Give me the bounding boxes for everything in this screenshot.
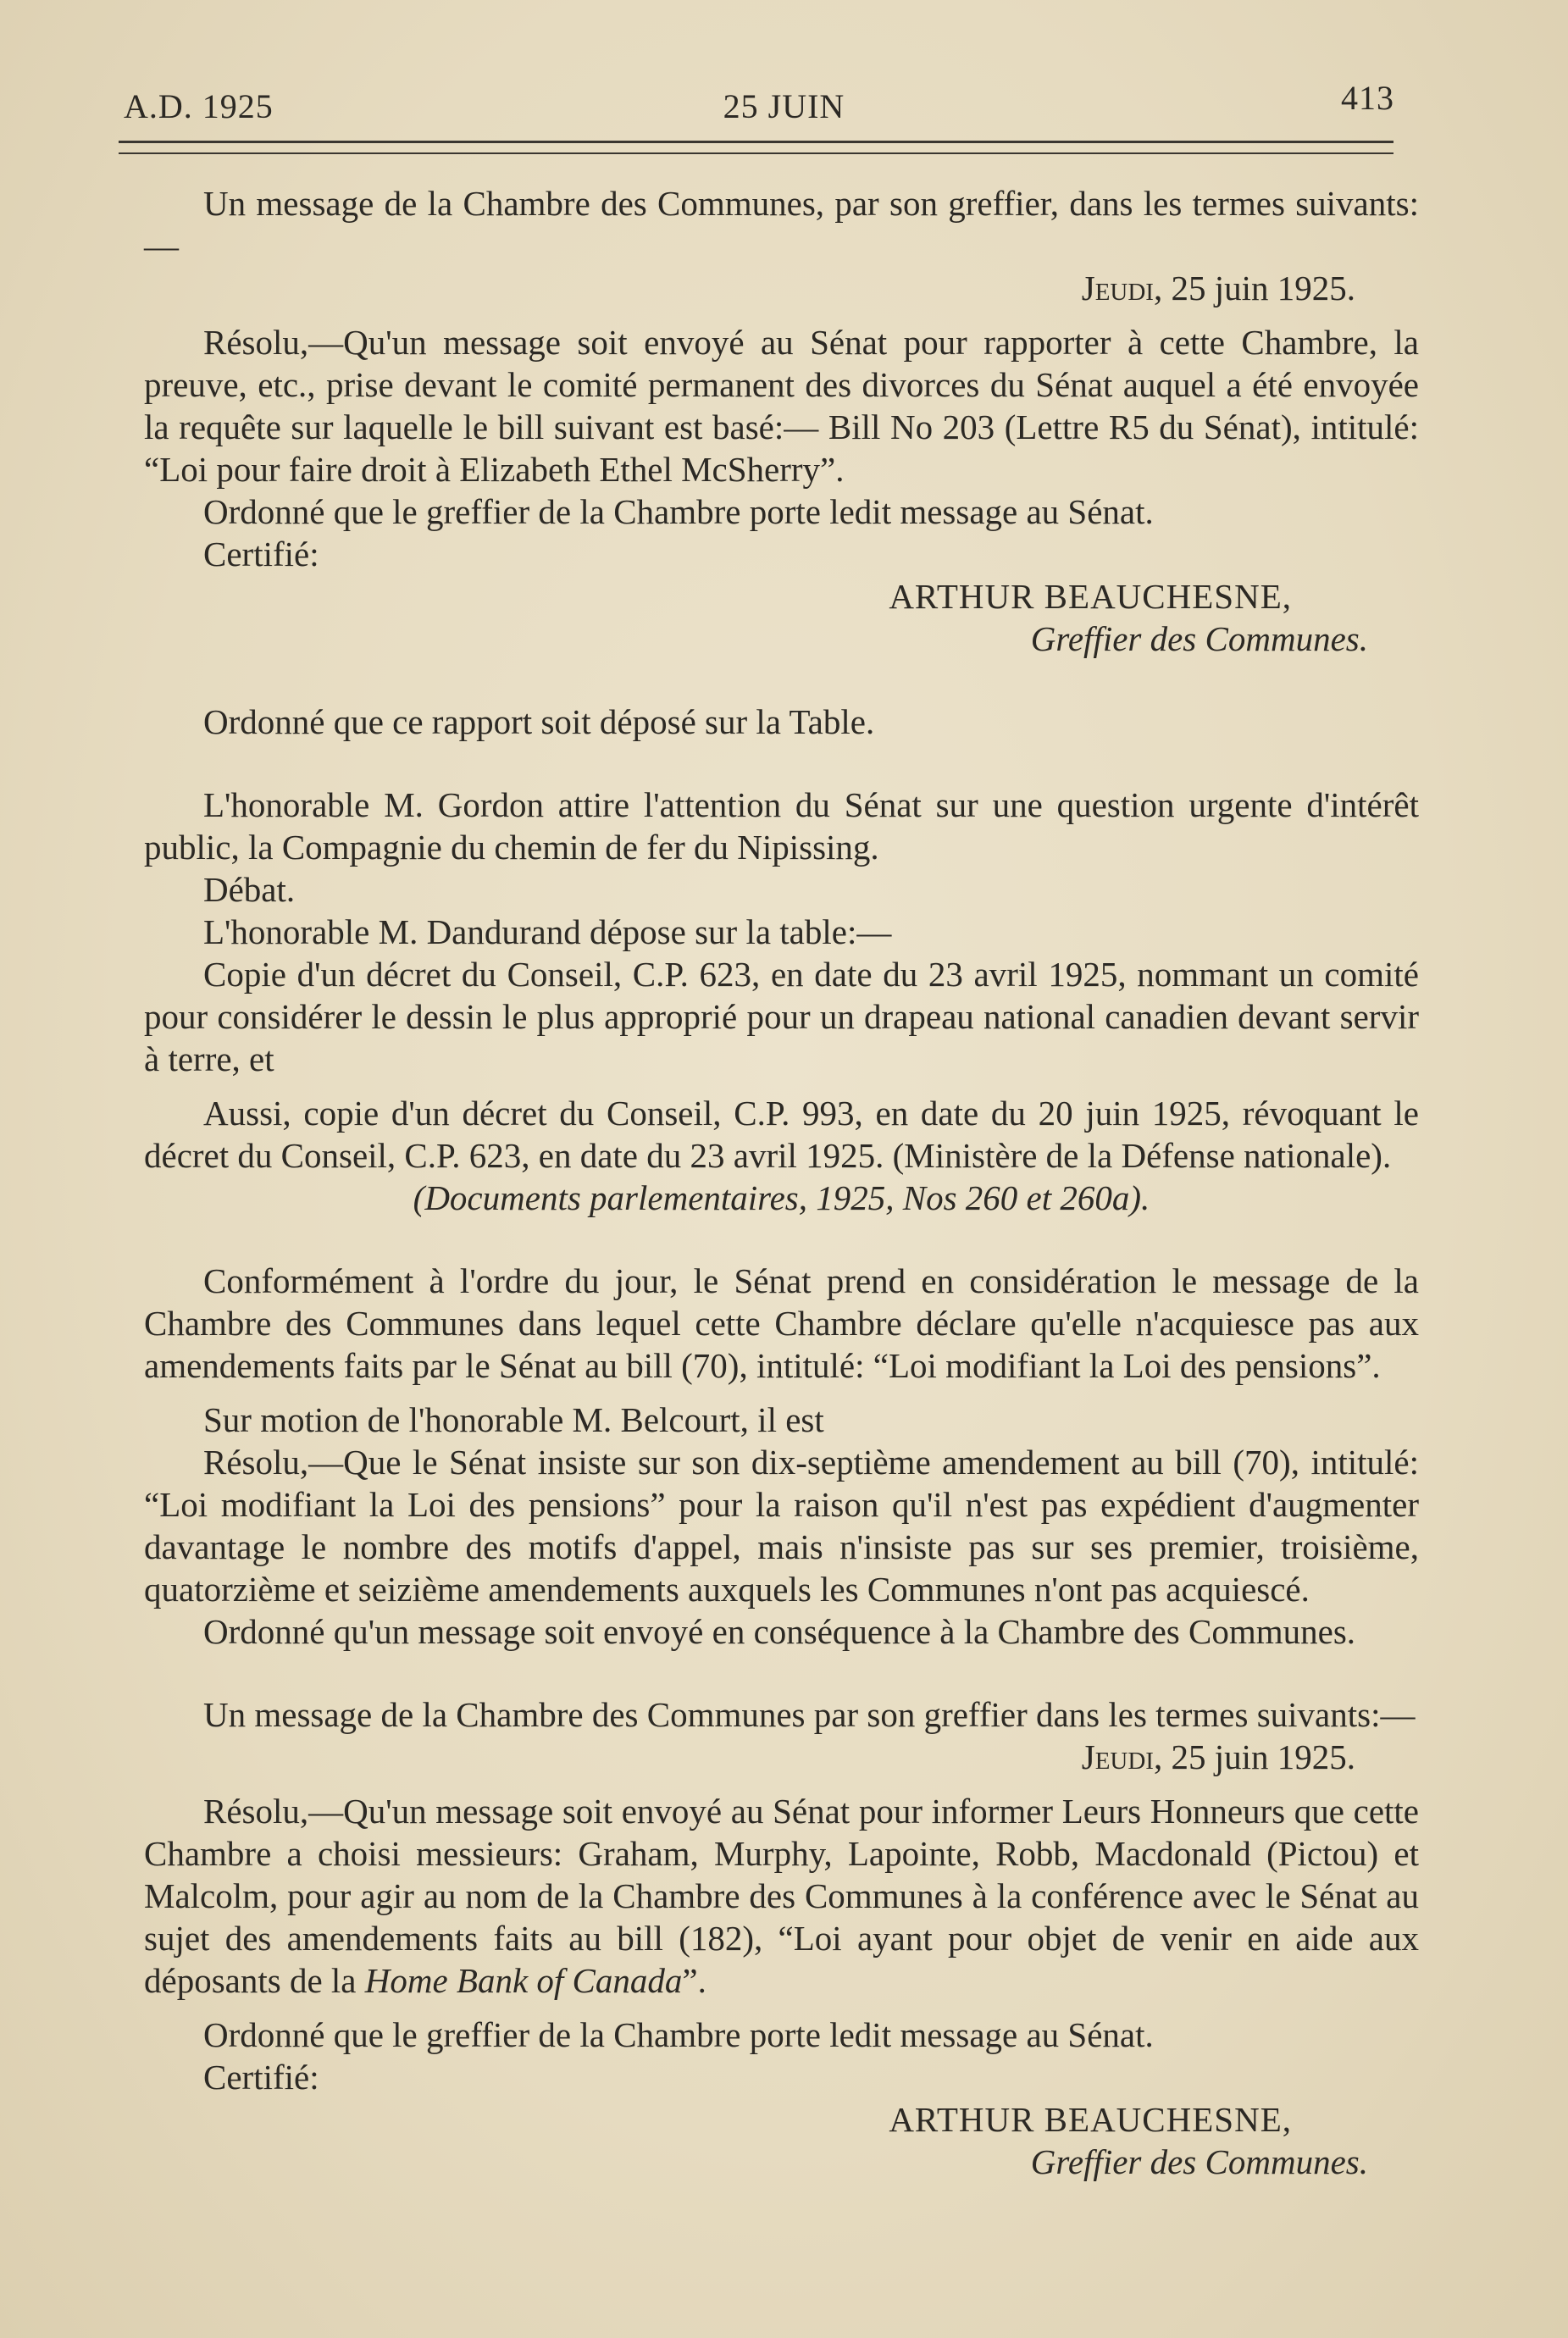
header-rule-thin bbox=[119, 152, 1393, 154]
message-intro: Un message de la Chambre des Communes, par son greffier, dans les termes suivants:— bbox=[144, 184, 1419, 265]
certified-label-2: Certifié: bbox=[203, 2058, 319, 2097]
resolution-paragraph-3 bbox=[144, 1790, 1419, 2002]
order-paragraph-2: Ordonné qu'un message soit envoyé en conséquence à la Chambre des Communes. bbox=[203, 1612, 1356, 1651]
gordon-paragraph: L'honorable M. Gordon attire l'attention du Sénat sur une question urgente d'intérêt public, la Compagnie du chemin de fer du Nipissing. bbox=[144, 785, 1419, 867]
message-date-2 bbox=[144, 1736, 1419, 1778]
message-date bbox=[144, 267, 1419, 309]
resolution-paragraph: Résolu,—Qu'un message soit envoyé au Sénat pour rapporter à cette Chambre, la preuve, etc., prise devant le comité permanent des divorces du Sénat auquel a été envoyée la requête sur laquelle le bill suivant est basé:— Bill No 203 (Lettre R5 du Sénat), intitulé: “Loi pour faire droit à Elizabeth Ethel McSherry”. bbox=[144, 323, 1419, 489]
page-body bbox=[144, 182, 1419, 2183]
also-paragraph: Aussi, copie d'un décret du Conseil, C.P. 993, en date du 20 juin 1925, révoquant le décret du Conseil, C.P. 623, en date du 23 avril 1925. (Ministère de la Défense nationale). bbox=[144, 1094, 1419, 1175]
date-day-2: Jeudi bbox=[1081, 1737, 1154, 1776]
bank-name: Home Bank of Canada bbox=[364, 1961, 683, 2000]
motion-paragraph: Sur motion de l'honorable M. Belcourt, il est bbox=[203, 1400, 824, 1439]
date-day: Jeudi bbox=[1081, 269, 1154, 307]
message-intro-2: Un message de la Chambre des Communes par son greffier dans les termes suivants:— bbox=[203, 1695, 1416, 1734]
signature-title: Greffier des Communes. bbox=[1030, 619, 1368, 658]
date-rest-2: , 25 juin 1925. bbox=[1153, 1737, 1355, 1776]
debate-label: Débat. bbox=[203, 870, 296, 909]
signature-title-2: Greffier des Communes. bbox=[1030, 2142, 1368, 2181]
conformement-paragraph: Conformément à l'ordre du jour, le Sénat prend en considération le message de la Chambre des Communes dans lequel cette Chambre déclare qu'elle n'acquiesce pas aux amendements faits par le Sénat au bill (70), intitulé: “Loi modifiant la Loi des pensions”. bbox=[144, 1261, 1419, 1385]
signature-name: ARTHUR BEAUCHESNE, bbox=[889, 577, 1292, 616]
header-date: 25 JUIN bbox=[723, 87, 845, 125]
resolution-text: Résolu,—Qu'un message soit envoyé au Sénat pour informer Leurs Honneurs que cette Chambre a choisi messieurs: Graham, Murphy, Lapointe, Robb, Macdonald (Pictou) et Malcolm, pour agir au nom de la Chambre des Communes à la conférence avec le Sénat au sujet des amendements faits au bill (182), “Loi ayant pour objet de venir en aide aux déposants de la bbox=[144, 1792, 1419, 2000]
date-rest: , 25 juin 1925. bbox=[1153, 269, 1355, 307]
order-paragraph-3: Ordonné que le greffier de la Chambre porte ledit message au Sénat. bbox=[203, 2015, 1154, 2054]
copy-paragraph: Copie d'un décret du Conseil, C.P. 623, en date du 23 avril 1925, nommant un comité pour considérer le dessin le plus approprié pour un drapeau national canadien devant servir à terre, et bbox=[144, 955, 1419, 1078]
signature-name-2: ARTHUR BEAUCHESNE, bbox=[889, 2100, 1292, 2139]
header-year: A.D. 1925 bbox=[124, 87, 274, 125]
resolution-end: ”. bbox=[682, 1961, 706, 2000]
report-order: Ordonné que ce rapport soit déposé sur la Table. bbox=[203, 702, 875, 741]
page-number: 413 bbox=[1341, 79, 1394, 117]
certified-label: Certifié: bbox=[203, 535, 319, 573]
documents-reference: (Documents parlementaires, 1925, Nos 260 et 260a). bbox=[413, 1178, 1150, 1217]
order-paragraph: Ordonné que le greffier de la Chambre porte ledit message au Sénat. bbox=[203, 492, 1154, 531]
dandurand-paragraph: L'honorable M. Dandurand dépose sur la table:— bbox=[203, 912, 892, 951]
header-rule bbox=[119, 141, 1393, 143]
resolution-paragraph-2: Résolu,—Que le Sénat insiste sur son dix-septième amendement au bill (70), intitulé: “Loi modifiant la Loi des pensions” pour la raison qu'il n'est pas expédient d'augmenter davantage le nombre des motifs d'appel, mais n'insiste pas sur ses premier, troisième, quatorzième et seizième amendements auxquels les Communes n'ont pas acquiescé. bbox=[144, 1443, 1419, 1609]
